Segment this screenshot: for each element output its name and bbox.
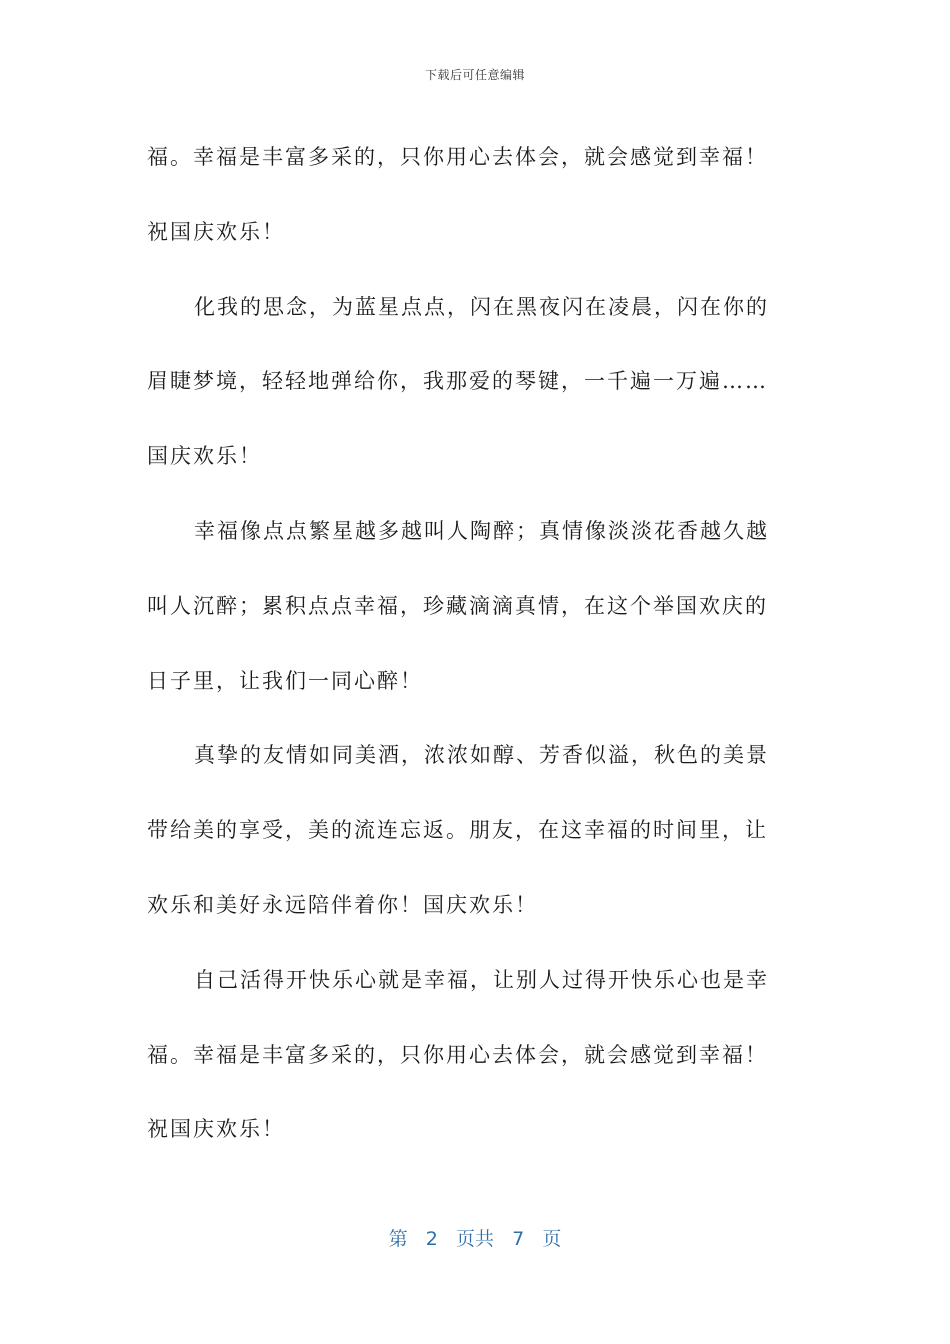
paragraph-line: 化我的思念，为蓝星点点，闪在黑夜闪在凌晨，闪在你的 xyxy=(194,294,769,319)
paragraph-line: 祝国庆欢乐！ xyxy=(147,1117,285,1142)
page-label-suffix: 页 xyxy=(542,1228,562,1250)
paragraph-1 xyxy=(147,120,792,270)
page-label-mid: 页共 xyxy=(455,1228,494,1250)
total-pages-number: 7 xyxy=(512,1228,525,1250)
current-page-number: 2 xyxy=(425,1228,438,1250)
page-number-footer xyxy=(0,1224,950,1251)
paragraph-line: 福。幸福是丰富多采的，只你用心去体会，就会感觉到幸福！ xyxy=(147,145,768,169)
paragraph-5 xyxy=(147,943,792,1167)
paragraph-line: 幸福像点点繁星越多越叫人陶醉；真情像淡淡花香越久越 xyxy=(194,518,769,543)
paragraph-2 xyxy=(147,270,792,494)
paragraph-line: 眉睫梦境，轻轻地弹给你，我那爱的琴键，一千遍一万遍…… xyxy=(147,369,768,394)
paragraph-line: 祝国庆欢乐！ xyxy=(147,219,285,244)
document-body xyxy=(147,120,792,1167)
header-note: 下载后可任意编辑 xyxy=(424,68,525,82)
paragraph-line: 带给美的享受，美的流连忘返。朋友，在这幸福的时间里，让 xyxy=(147,818,768,843)
paragraph-line: 国庆欢乐！ xyxy=(147,444,262,469)
paragraph-line: 福。幸福是丰富多采的，只你用心去体会，就会感觉到幸福！ xyxy=(147,1042,768,1067)
paragraph-line: 自己活得开快乐心就是幸福，让别人过得开快乐心也是幸 xyxy=(194,967,769,992)
paragraph-4 xyxy=(147,718,792,942)
paragraph-line: 真挚的友情如同美酒，浓浓如醇、芳香似溢，秋色的美景 xyxy=(194,743,769,768)
page-label-prefix: 第 xyxy=(388,1228,408,1250)
paragraph-line: 欢乐和美好永远陪伴着你！国庆欢乐！ xyxy=(147,892,538,917)
paragraph-3 xyxy=(147,494,792,718)
paragraph-line: 日子里，让我们一同心醉！ xyxy=(147,668,423,693)
paragraph-line: 叫人沉醉；累积点点幸福，珍藏滴滴真情，在这个举国欢庆的 xyxy=(147,593,768,618)
